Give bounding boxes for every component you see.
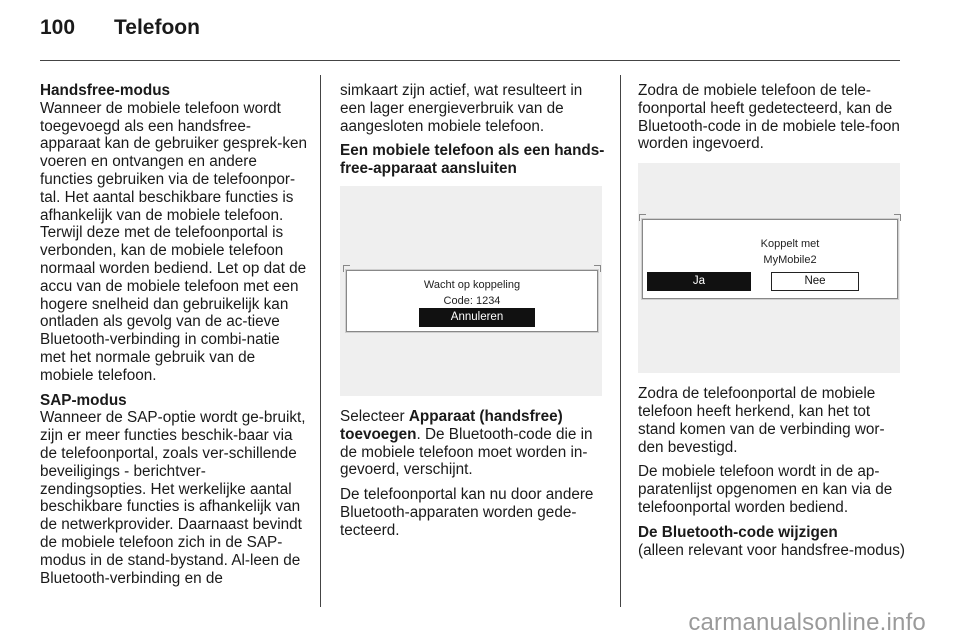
added-paragraph: De mobiele telefoon wordt in de ap-paratenlijst opgenomen en kan via de telefoonportal worden bediend.	[638, 463, 893, 516]
sap-heading: SAP-modus	[40, 391, 127, 409]
site-watermark: carmanualsonline.info	[688, 609, 926, 636]
page-number: 100	[40, 16, 76, 39]
portal-paragraph: De telefoonportal kan nu door andere Bluetooth-apparaten worden gede-tecteerd.	[340, 486, 594, 539]
yes-button[interactable]: Ja	[647, 272, 751, 291]
add-device-menu-label: Apparaat (handsfree) toevoegen	[340, 407, 563, 443]
change-code-heading: De Bluetooth-code wijzigen	[638, 523, 838, 541]
pairing-code-text: Code: 1234	[443, 294, 501, 307]
column-right	[638, 82, 906, 559]
column-divider-left	[320, 75, 321, 607]
sap-paragraph: Wanneer de SAP-optie wordt ge-bruikt, zijn er meer functies beschik-baar via de telefoonportal, zoals ver-schillende beveiligings - berichtver-zendingsopties. Het werkelijke aantal beschikbare functies is afhankelijk van de netwerkprovider. Daarnaast bevindt de mobiele telefoon zich in de SAP-modus in de stand-bystand. Al-leen de Bluetooth-verbinding en de	[40, 409, 306, 587]
header-divider	[40, 60, 900, 61]
cancel-button[interactable]: Annuleren	[419, 308, 535, 327]
sap-continued-paragraph: simkaart zijn actief, wat resulteert in een lager energieverbruik van de aangesloten mobiele telefoon.	[340, 82, 583, 135]
pairing-wait-text: Wacht op koppeling	[423, 278, 521, 291]
column-divider-right	[620, 75, 621, 607]
handsfree-heading: Handsfree-modus	[40, 82, 171, 99]
no-button[interactable]: Nee	[771, 272, 859, 291]
column-left	[40, 82, 308, 587]
connecting-text: Koppelt met	[760, 238, 820, 251]
dialog-corner-right	[894, 214, 901, 221]
handsfree-paragraph: Wanneer de mobiele telefoon wordt toegevoegd als een handsfree-apparaat kan de gebruiker gesprek-ken voeren en ontvangen en andere functies gebruiken via de telefoonpor-tal. Het aantal beschikbare functies is afhankelijk van de mobiele telefoon. Terwijl deze met de telefoonportal is verbonden, kan de mobiele telefoon normaal worden bediend. Let op dat de accu van de mobiele telefoon met een hogere snelheid dan gebruikelijk kan ontladen als gevolg van de ac-tieve Bluetooth-verbinding in combi-natie met het normale gebruik van de mobiele telefoon.	[40, 99, 308, 384]
dialog-corner-left	[639, 214, 646, 221]
select-prefix: Selecteer	[340, 407, 409, 425]
column-middle	[340, 82, 608, 547]
dialog-corner-left	[343, 265, 350, 272]
connect-heading: Een mobiele telefoon als een hands-free-apparaat aansluiten	[340, 142, 605, 178]
pairing-screenshot	[340, 186, 602, 396]
page-title: Telefoon	[114, 16, 200, 39]
device-name-text: MyMobile2	[763, 254, 817, 267]
select-suffix: . De Bluetooth-code die in de mobiele telefoon moet worden in-gevoerd, verschijnt.	[340, 425, 593, 479]
detect-paragraph: Zodra de mobiele telefoon de tele-foonportal heeft gedetecteerd, kan de Bluetooth-code in de mobiele tele-foon worden ingevoerd.	[638, 82, 900, 153]
recognized-paragraph: Zodra de telefoonportal de mobiele telefoon heeft herkend, kan het tot stand komen van de verbinding wor-den bevestigd.	[638, 385, 885, 456]
connect-screenshot	[638, 163, 900, 373]
change-code-paragraph: (alleen relevant voor handsfree-modus)	[638, 541, 905, 559]
dialog-corner-right	[594, 265, 601, 272]
select-paragraph	[340, 408, 608, 479]
connect-dialog	[642, 219, 898, 299]
pairing-dialog	[346, 270, 598, 332]
